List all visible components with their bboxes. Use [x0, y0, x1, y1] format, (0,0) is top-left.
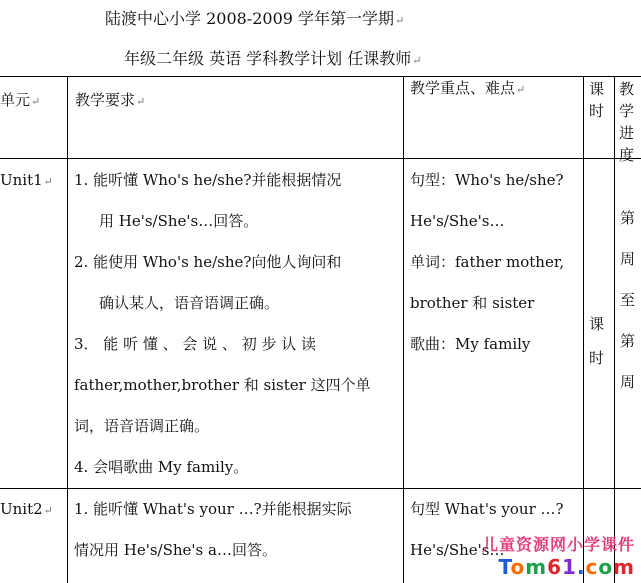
table-border-top [0, 76, 641, 77]
progress-char: 第 [620, 209, 636, 227]
requirement-line: 词，语音语调正确。 [74, 417, 210, 435]
progress-char: 周 [620, 250, 636, 268]
keypoint-line: He's/She's… [410, 541, 505, 559]
requirement-line: father,mother,brother 和 sister 这四个单 [74, 376, 371, 394]
watermark-text: 儿童资源网小学课件 [481, 535, 635, 554]
unit2-label: Unit2↵ [0, 500, 53, 518]
requirement-line: 3． 能 听 懂 、 会 说 、 初 步 认 读 [74, 335, 316, 353]
document-title: 陆渡中心小学 2008-2009 学年第一学期↵ [105, 9, 405, 28]
header-progress: 教学进度 [619, 80, 635, 164]
keypoint-line: He's/She's… [410, 212, 505, 230]
progress-char: 周 [620, 373, 636, 391]
table-col-border-1 [67, 76, 68, 583]
table-col-border-3 [583, 76, 584, 583]
progress-char: 第 [620, 332, 636, 350]
header-requirements: 教学要求↵ [75, 91, 146, 109]
keypoint-line: brother 和 sister [410, 294, 535, 312]
keypoint-line: 句型 What's your …? [410, 500, 564, 518]
header-keypoints: 教学重点、难点↵ [410, 79, 526, 97]
keypoint-line: 单词：father mother, [410, 253, 565, 271]
progress-char: 至 [620, 291, 636, 309]
requirement-line: 4. 会唱歌曲 My family。 [74, 458, 249, 476]
header-hours: 课时 [589, 80, 605, 120]
hours-char: 课 [589, 315, 605, 333]
unit1-label: Unit1↵ [0, 171, 53, 189]
keypoint-line: 歌曲：My family [410, 335, 531, 353]
table-col-border-2 [403, 76, 404, 583]
requirement-line: 情况用 He's/She's a…回答。 [74, 541, 277, 559]
site-watermark [482, 532, 635, 579]
document-subtitle: 年级二年级 英语 学科教学计划 任课教师↵ [124, 49, 422, 68]
header-unit: 单元↵ [0, 91, 41, 109]
requirement-line: 确认某人，语音语调正确。 [99, 294, 280, 312]
keypoint-line: 句型：Who's he/she? [410, 171, 564, 189]
hours-char: 时 [589, 349, 605, 367]
requirement-line: 1. 能听懂 Who's he/she?并能根据情况 [74, 171, 342, 189]
table-border-header [0, 158, 641, 159]
requirement-line: 用 He's/She's…回答。 [99, 212, 259, 230]
watermark-logo: Tom61.com [498, 555, 635, 579]
requirement-line: 2. 能使用 Who's he/she?向他人询问和 [74, 253, 342, 271]
table-col-border-4 [614, 76, 615, 583]
requirement-line: 1. 能听懂 What's your …?并能根据实际 [74, 500, 352, 518]
